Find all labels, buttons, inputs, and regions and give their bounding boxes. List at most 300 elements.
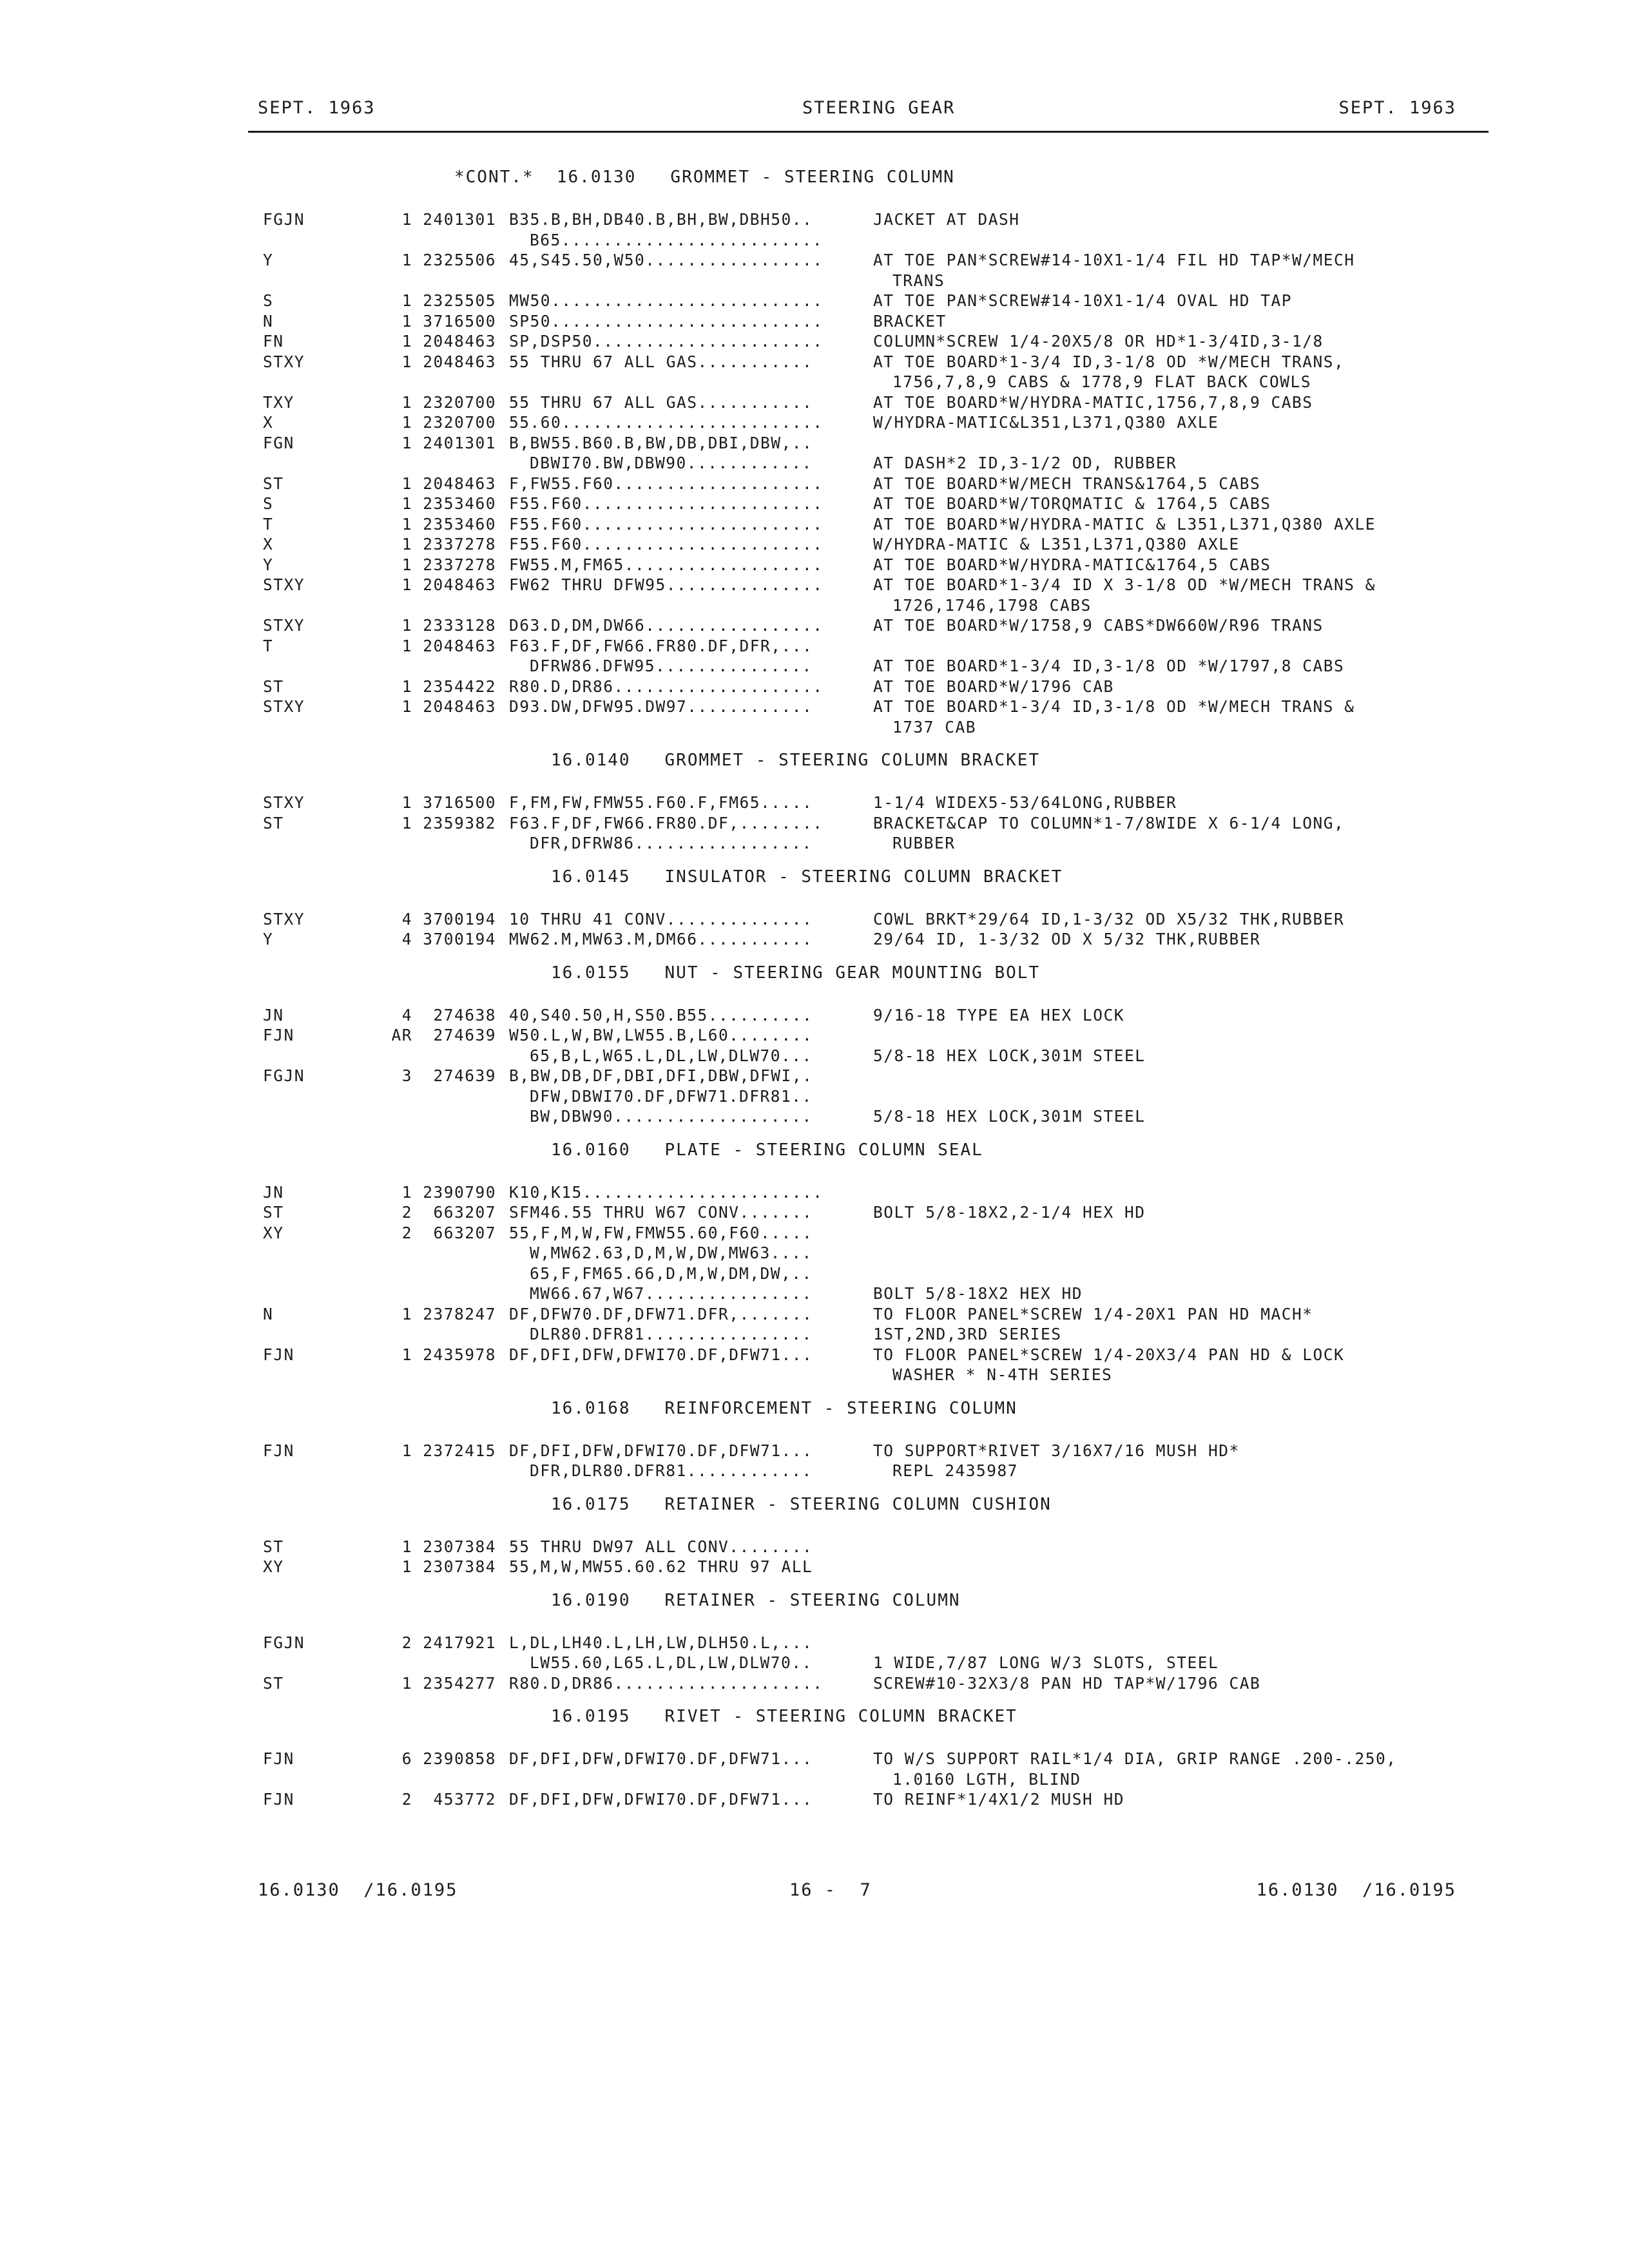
model-list: F,FW55.F60.................... — [509, 474, 824, 493]
parts-row — [0, 1026, 1629, 1046]
series-codes: Y — [263, 555, 274, 574]
section-title-text: 16.0140 GROMMET - STEERING COLUMN BRACKET — [551, 751, 1041, 770]
quantity: 1 — [401, 1673, 412, 1693]
model-list: 55,F,M,W,FW,FMW55.60,F60..... — [509, 1223, 813, 1242]
section-title — [0, 861, 1629, 898]
parts-row — [0, 814, 1629, 834]
parts-row — [0, 930, 1629, 950]
part-number: 2401301 — [423, 433, 496, 452]
part-description: 1 WIDE,7/87 LONG W/3 SLOTS, STEEL — [873, 1653, 1219, 1672]
section-title — [0, 957, 1629, 994]
page-footer — [248, 1880, 1489, 1906]
model-list: DBWI70.BW,DBW90............ — [530, 454, 813, 472]
series-codes: STXY — [263, 575, 305, 594]
part-number: 663207 — [433, 1203, 496, 1222]
part-number: 2353460 — [423, 494, 496, 513]
part-description: 5/8-18 HEX LOCK,301M STEEL — [873, 1046, 1146, 1065]
section-title-text: 16.0145 INSULATOR - STEERING COLUMN BRACKET — [551, 867, 1063, 887]
part-number: 2435978 — [423, 1345, 496, 1364]
parts-row — [0, 393, 1629, 414]
parts-row — [0, 434, 1629, 454]
quantity: 1 — [401, 494, 412, 513]
quantity: 2 — [401, 1790, 412, 1809]
series-codes: FGJN — [263, 210, 305, 229]
model-list: B65......................... — [530, 230, 824, 249]
parts-row — [0, 1345, 1629, 1366]
part-number: 2325505 — [423, 291, 496, 310]
part-number: 2390858 — [423, 1749, 496, 1768]
parts-row — [0, 1557, 1629, 1578]
part-description: AT TOE BOARD*W/1758,9 CABS*DW660W/R96 TRANS — [873, 616, 1324, 635]
part-number: 274638 — [433, 1005, 496, 1024]
part-number: 2372415 — [423, 1441, 496, 1460]
part-number: 2320700 — [423, 392, 496, 412]
series-codes: XY — [263, 1223, 284, 1242]
model-list: DF,DFI,DFW,DFWI70.DF,DFW71... — [509, 1749, 813, 1768]
section-title-text: 16.0175 RETAINER - STEERING COLUMN CUSHION — [551, 1494, 1052, 1514]
part-number: 2307384 — [423, 1557, 496, 1576]
parts-row — [0, 535, 1629, 555]
model-list: F55.F60....................... — [509, 514, 824, 533]
model-list: 55,M,W,MW55.60.62 THRU 97 ALL — [509, 1557, 813, 1576]
parts-row — [0, 271, 1629, 292]
part-number: 2401301 — [423, 210, 496, 229]
parts-row — [0, 793, 1629, 814]
parts-row — [0, 596, 1629, 617]
parts-row — [0, 372, 1629, 393]
series-codes: FGJN — [263, 1633, 305, 1652]
series-codes: ST — [263, 1537, 284, 1556]
series-codes: JN — [263, 1005, 284, 1024]
series-codes: N — [263, 1304, 274, 1323]
model-list: D93.DW,DFW95.DW97............ — [509, 697, 813, 716]
section — [0, 957, 1629, 1134]
part-number: 2048463 — [423, 697, 496, 716]
parts-row — [0, 657, 1629, 677]
model-list: 10 THRU 41 CONV.............. — [509, 909, 813, 928]
series-codes: ST — [263, 1673, 284, 1693]
series-codes: ST — [263, 677, 284, 696]
part-description: BRACKET&CAP TO COLUMN*1-7/8WIDE X 6-1/4 LONG, — [873, 813, 1345, 832]
section-title — [0, 1392, 1629, 1430]
model-list: 55 THRU 67 ALL GAS........... — [509, 352, 813, 371]
part-number: 2307384 — [423, 1537, 496, 1556]
part-description: TO SUPPORT*RIVET 3/16X7/16 MUSH HD* — [873, 1441, 1240, 1460]
section-title — [0, 1488, 1629, 1526]
section — [0, 1700, 1629, 1817]
part-description: W/HYDRA-MATIC & L351,L371,Q380 AXLE — [873, 535, 1240, 553]
parts-row — [0, 1046, 1629, 1067]
footer-range-left: 16.0130 /16.0195 — [258, 1880, 458, 1900]
model-list: DF,DFI,DFW,DFWI70.DF,DFW71... — [509, 1790, 813, 1809]
section-title-text: 16.0190 RETAINER - STEERING COLUMN — [551, 1590, 961, 1610]
section — [0, 1134, 1629, 1392]
model-list: DFW,DBWI70.DF,DFW71.DFR81.. — [530, 1086, 813, 1106]
model-list: B35.B,BH,DB40.B,BH,BW,DBH50.. — [509, 210, 813, 229]
series-codes: ST — [263, 474, 284, 493]
series-codes: FJN — [263, 1749, 294, 1768]
header-title: STEERING GEAR — [802, 98, 956, 118]
model-list: MW50.......................... — [509, 291, 824, 310]
series-codes: ST — [263, 813, 284, 832]
part-number: 663207 — [433, 1223, 496, 1242]
model-list: F55.F60....................... — [509, 535, 824, 553]
page-header — [248, 98, 1489, 124]
quantity: 1 — [401, 793, 412, 812]
quantity: 3 — [401, 1066, 412, 1085]
part-description: 1ST,2ND,3RD SERIES — [873, 1325, 1062, 1343]
parts-row — [0, 575, 1629, 596]
model-list: SFM46.55 THRU W67 CONV....... — [509, 1203, 813, 1222]
part-description: AT TOE PAN*SCREW#14-10X1-1/4 OVAL HD TAP — [873, 291, 1293, 310]
series-codes: FJN — [263, 1026, 294, 1044]
part-description: 5/8-18 HEX LOCK,301M STEEL — [873, 1107, 1146, 1126]
part-number: 2048463 — [423, 575, 496, 594]
section-title — [0, 1584, 1629, 1622]
part-number: 3716500 — [423, 793, 496, 812]
model-list: F63.F,DF,FW66.FR80.DF,........ — [509, 813, 824, 832]
model-list: F55.F60....................... — [509, 494, 824, 513]
parts-row — [0, 1770, 1629, 1791]
part-description: 1756,7,8,9 CABS & 1778,9 FLAT BACK COWLS — [892, 372, 1312, 391]
quantity: 1 — [401, 1441, 412, 1460]
quantity: 4 — [401, 930, 412, 948]
parts-row — [0, 1066, 1629, 1087]
part-description: AT TOE BOARD*W/TORQMATIC & 1764,5 CABS — [873, 494, 1271, 513]
parts-row — [0, 1183, 1629, 1204]
parts-row — [0, 312, 1629, 332]
series-codes: X — [263, 535, 274, 553]
series-codes: FJN — [263, 1790, 294, 1809]
part-number: 2048463 — [423, 636, 496, 655]
part-number: 2320700 — [423, 413, 496, 432]
model-list: 55 THRU 67 ALL GAS........... — [509, 392, 813, 412]
parts-row — [0, 291, 1629, 312]
quantity: 1 — [401, 514, 412, 533]
quantity: 1 — [401, 555, 412, 574]
model-list: DFRW86.DFW95............... — [530, 657, 813, 675]
quantity: 1 — [401, 392, 412, 412]
part-description: AT DASH*2 ID,3-1/2 OD, RUBBER — [873, 454, 1177, 472]
series-codes: FN — [263, 332, 284, 351]
quantity: 1 — [401, 1345, 412, 1364]
parts-row — [0, 1264, 1629, 1285]
parts-row — [0, 474, 1629, 495]
model-list: R80.D,DR86.................... — [509, 677, 824, 696]
section — [0, 1584, 1629, 1701]
part-description: TO REINF*1/4X1/2 MUSH HD — [873, 1790, 1125, 1809]
model-list: W,MW62.63,D,M,W,DW,MW63.... — [530, 1244, 813, 1262]
parts-row — [0, 1633, 1629, 1654]
parts-row — [0, 251, 1629, 271]
quantity: 1 — [401, 332, 412, 351]
series-codes: JN — [263, 1182, 284, 1202]
quantity: 1 — [401, 575, 412, 594]
parts-row — [0, 718, 1629, 738]
parts-row — [0, 637, 1629, 657]
model-list: DF,DFI,DFW,DFWI70.DF,DFW71... — [509, 1441, 813, 1460]
model-list: DLR80.DFR81................ — [530, 1325, 813, 1343]
part-description: 9/16-18 TYPE EA HEX LOCK — [873, 1005, 1125, 1024]
footer-range-right: 16.0130 /16.0195 — [1256, 1880, 1456, 1900]
part-description: AT TOE BOARD*W/HYDRA-MATIC&1764,5 CABS — [873, 555, 1271, 574]
model-list: LW55.60,L65.L,DL,LW,DLW70.. — [530, 1653, 813, 1672]
quantity: 1 — [401, 433, 412, 452]
parts-row — [0, 210, 1629, 231]
header-date-right: SEPT. 1963 — [1338, 98, 1456, 118]
quantity: 1 — [401, 311, 412, 331]
series-codes: T — [263, 514, 274, 533]
model-list: MW66.67,W67................ — [530, 1284, 813, 1303]
model-list: W50.L,W,BW,LW55.B,L60........ — [509, 1026, 813, 1044]
series-codes: STXY — [263, 616, 305, 635]
parts-row — [0, 1461, 1629, 1482]
part-description: WASHER * N-4TH SERIES — [892, 1365, 1113, 1384]
part-description: 29/64 ID, 1-3/32 OD X 5/32 THK,RUBBER — [873, 930, 1261, 948]
part-number: 274639 — [433, 1026, 496, 1044]
model-list: F,FM,FW,FMW55.F60.F,FM65..... — [509, 793, 813, 812]
part-number: 3700194 — [423, 930, 496, 948]
quantity: 1 — [401, 697, 412, 716]
series-codes: FJN — [263, 1441, 294, 1460]
series-codes: Y — [263, 930, 274, 948]
quantity: 4 — [401, 909, 412, 928]
parts-row — [0, 910, 1629, 930]
parts-row — [0, 1224, 1629, 1244]
series-codes: T — [263, 636, 274, 655]
quantity: 6 — [401, 1749, 412, 1768]
quantity: 1 — [401, 616, 412, 635]
series-codes: X — [263, 413, 274, 432]
quantity: 4 — [401, 1005, 412, 1024]
parts-row — [0, 1674, 1629, 1695]
part-number: 3700194 — [423, 909, 496, 928]
model-list: B,BW55.B60.B,BW,DB,DBI,DBW,.. — [509, 433, 813, 452]
series-codes: STXY — [263, 793, 305, 812]
part-description: COWL BRKT*29/64 ID,1-3/32 OD X5/32 THK,RUBBER — [873, 909, 1345, 928]
section-title-text: 16.0155 NUT - STEERING GEAR MOUNTING BOLT — [551, 963, 1041, 983]
section-title — [0, 161, 1629, 198]
parts-row — [0, 677, 1629, 698]
section-title-text: 16.0168 REINFORCEMENT - STEERING COLUMN — [551, 1398, 1017, 1418]
part-number: 2359382 — [423, 813, 496, 832]
section — [0, 861, 1629, 957]
section — [0, 1392, 1629, 1488]
parts-row — [0, 1244, 1629, 1264]
series-codes: Y — [263, 251, 274, 269]
part-description: RUBBER — [892, 834, 956, 852]
part-description: JACKET AT DASH — [873, 210, 1020, 229]
parts-row — [0, 697, 1629, 718]
part-number: 274639 — [433, 1066, 496, 1085]
series-codes: TXY — [263, 392, 294, 412]
section-title — [0, 744, 1629, 782]
parts-row — [0, 352, 1629, 373]
series-codes: XY — [263, 1557, 284, 1576]
model-list: 40,S40.50,H,S50.B55.......... — [509, 1005, 813, 1024]
part-number: 2354422 — [423, 677, 496, 696]
part-description: BOLT 5/8-18X2 HEX HD — [873, 1284, 1083, 1303]
parts-row — [0, 1203, 1629, 1224]
part-description: AT TOE BOARD*1-3/4 ID,3-1/8 OD *W/MECH TRANS & — [873, 697, 1355, 716]
series-codes: FJN — [263, 1345, 294, 1364]
model-list: FW55.M,FM65................... — [509, 555, 824, 574]
model-list: FW62 THRU DFW95............... — [509, 575, 824, 594]
part-description: BOLT 5/8-18X2,2-1/4 HEX HD — [873, 1203, 1146, 1222]
part-description: TRANS — [892, 271, 945, 290]
part-description: AT TOE BOARD*W/1796 CAB — [873, 677, 1114, 696]
series-codes: STXY — [263, 352, 305, 371]
parts-row — [0, 1006, 1629, 1026]
quantity: 2 — [401, 1223, 412, 1242]
parts-row — [0, 494, 1629, 515]
series-codes: S — [263, 494, 274, 513]
part-number: 2048463 — [423, 474, 496, 493]
parts-row — [0, 834, 1629, 854]
model-list: SP50.......................... — [509, 311, 824, 331]
quantity: 1 — [401, 813, 412, 832]
parts-row — [0, 1325, 1629, 1345]
model-list: D63.D,DM,DW66................. — [509, 616, 824, 635]
part-description: 1-1/4 WIDEX5-53/64LONG,RUBBER — [873, 793, 1177, 812]
part-description: COLUMN*SCREW 1/4-20X5/8 OR HD*1-3/4ID,3-1/8 — [873, 332, 1324, 351]
part-number: 2390790 — [423, 1182, 496, 1202]
page-number: 16 - 7 — [789, 1880, 872, 1900]
model-list: R80.D,DR86.................... — [509, 1673, 824, 1693]
quantity: 1 — [401, 474, 412, 493]
section-title — [0, 1700, 1629, 1738]
model-list: SP,DSP50...................... — [509, 332, 824, 351]
part-number: 2333128 — [423, 616, 496, 635]
parts-row — [0, 332, 1629, 352]
part-description: TO FLOOR PANEL*SCREW 1/4-20X3/4 PAN HD & LOCK — [873, 1345, 1345, 1364]
model-list: 65,F,FM65.66,D,M,W,DM,DW,.. — [530, 1264, 813, 1283]
model-list: DFR,DLR80.DFR81............ — [530, 1461, 813, 1480]
part-number: 2354277 — [423, 1673, 496, 1693]
part-number: 2353460 — [423, 514, 496, 533]
part-number: 2417921 — [423, 1633, 496, 1652]
series-codes: S — [263, 291, 274, 310]
parts-listing — [0, 161, 1629, 1817]
part-description: REPL 2435987 — [892, 1461, 1019, 1480]
quantity: 1 — [401, 1557, 412, 1576]
quantity: 1 — [401, 291, 412, 310]
part-description: 1.0160 LGTH, BLIND — [892, 1769, 1081, 1789]
header-date-left: SEPT. 1963 — [258, 98, 376, 118]
parts-row — [0, 454, 1629, 474]
part-description: AT TOE BOARD*W/HYDRA-MATIC,1756,7,8,9 CABS — [873, 392, 1313, 412]
part-description: TO FLOOR PANEL*SCREW 1/4-20X1 PAN HD MACH* — [873, 1304, 1313, 1323]
parts-row — [0, 1790, 1629, 1811]
model-list: DFR,DFRW86................. — [530, 834, 813, 852]
section — [0, 1488, 1629, 1584]
section-title — [0, 1134, 1629, 1171]
model-list: K10,K15....................... — [509, 1182, 824, 1202]
model-list: MW62.M,MW63.M,DM66........... — [509, 930, 813, 948]
part-description: AT TOE BOARD*1-3/4 ID,3-1/8 OD *W/1797,8 CABS — [873, 657, 1345, 675]
model-list: L,DL,LH40.L,LH,LW,DLH50.L,... — [509, 1633, 813, 1652]
part-description: SCREW#10-32X3/8 PAN HD TAP*W/1796 CAB — [873, 1673, 1261, 1693]
series-codes: STXY — [263, 909, 305, 928]
quantity: 1 — [401, 1182, 412, 1202]
parts-row — [0, 1749, 1629, 1770]
parts-row — [0, 555, 1629, 576]
parts-row — [0, 1305, 1629, 1325]
part-number: 2337278 — [423, 535, 496, 553]
quantity: 1 — [401, 413, 412, 432]
quantity: 1 — [401, 677, 412, 696]
part-description: 1726,1746,1798 CABS — [892, 595, 1092, 615]
section-title-text: 16.0160 PLATE - STEERING COLUMN SEAL — [551, 1140, 983, 1160]
parts-row — [0, 231, 1629, 251]
parts-row — [0, 1653, 1629, 1674]
part-description: 1737 CAB — [892, 717, 977, 736]
parts-row — [0, 413, 1629, 434]
quantity: 1 — [401, 636, 412, 655]
part-description: AT TOE BOARD*1-3/4 ID X 3-1/8 OD *W/MECH TRANS & — [873, 575, 1376, 594]
quantity: 1 — [401, 1537, 412, 1556]
model-list: 55 THRU DW97 ALL CONV........ — [509, 1537, 813, 1556]
part-description: W/HYDRA-MATIC&L351,L371,Q380 AXLE — [873, 413, 1219, 432]
parts-row — [0, 616, 1629, 637]
quantity: 2 — [401, 1203, 412, 1222]
section-title-text: 16.0195 RIVET - STEERING COLUMN BRACKET — [551, 1707, 1017, 1726]
series-codes: ST — [263, 1203, 284, 1222]
model-list: 55.60......................... — [509, 413, 824, 432]
quantity: 2 — [401, 1633, 412, 1652]
model-list: BW,DBW90................... — [530, 1107, 813, 1126]
series-codes: FGJN — [263, 1066, 305, 1085]
parts-row — [0, 1284, 1629, 1305]
parts-row — [0, 1087, 1629, 1108]
series-codes: STXY — [263, 697, 305, 716]
quantity: 1 — [401, 535, 412, 553]
part-number: 2048463 — [423, 332, 496, 351]
part-number: 453772 — [433, 1790, 496, 1809]
header-rule — [248, 131, 1489, 133]
parts-row — [0, 1365, 1629, 1386]
parts-row — [0, 1537, 1629, 1558]
quantity: AR — [391, 1026, 412, 1044]
quantity: 1 — [401, 251, 412, 269]
part-number: 2337278 — [423, 555, 496, 574]
model-list: 45,S45.50,W50................. — [509, 251, 824, 269]
parts-row — [0, 515, 1629, 535]
model-list: DF,DFW70.DF,DFW71.DFR,....... — [509, 1304, 813, 1323]
section — [0, 744, 1629, 861]
part-description: AT TOE BOARD*1-3/4 ID,3-1/8 OD *W/MECH TRANS, — [873, 352, 1345, 371]
quantity: 1 — [401, 1304, 412, 1323]
series-codes: FGN — [263, 433, 294, 452]
model-list: 65,B,L,W65.L,DL,LW,DLW70... — [530, 1046, 813, 1065]
part-description: BRACKET — [873, 311, 947, 331]
quantity: 1 — [401, 210, 412, 229]
section-title-text: *CONT.* 16.0130 GROMMET - STEERING COLUMN — [454, 168, 955, 187]
series-codes: N — [263, 311, 274, 331]
part-description: AT TOE PAN*SCREW#14-10X1-1/4 FIL HD TAP*W/MECH — [873, 251, 1355, 269]
model-list: F63.F,DF,FW66.FR80.DF,DFR,... — [509, 636, 813, 655]
parts-row — [0, 1107, 1629, 1128]
part-description: TO W/S SUPPORT RAIL*1/4 DIA, GRIP RANGE .200-.250, — [873, 1749, 1397, 1768]
part-number: 3716500 — [423, 311, 496, 331]
model-list: B,BW,DB,DF,DBI,DFI,DBW,DFWI,. — [509, 1066, 813, 1085]
part-description: AT TOE BOARD*W/MECH TRANS&1764,5 CABS — [873, 474, 1261, 493]
part-number: 2048463 — [423, 352, 496, 371]
section — [0, 161, 1629, 744]
part-number: 2325506 — [423, 251, 496, 269]
parts-row — [0, 1441, 1629, 1462]
quantity: 1 — [401, 352, 412, 371]
